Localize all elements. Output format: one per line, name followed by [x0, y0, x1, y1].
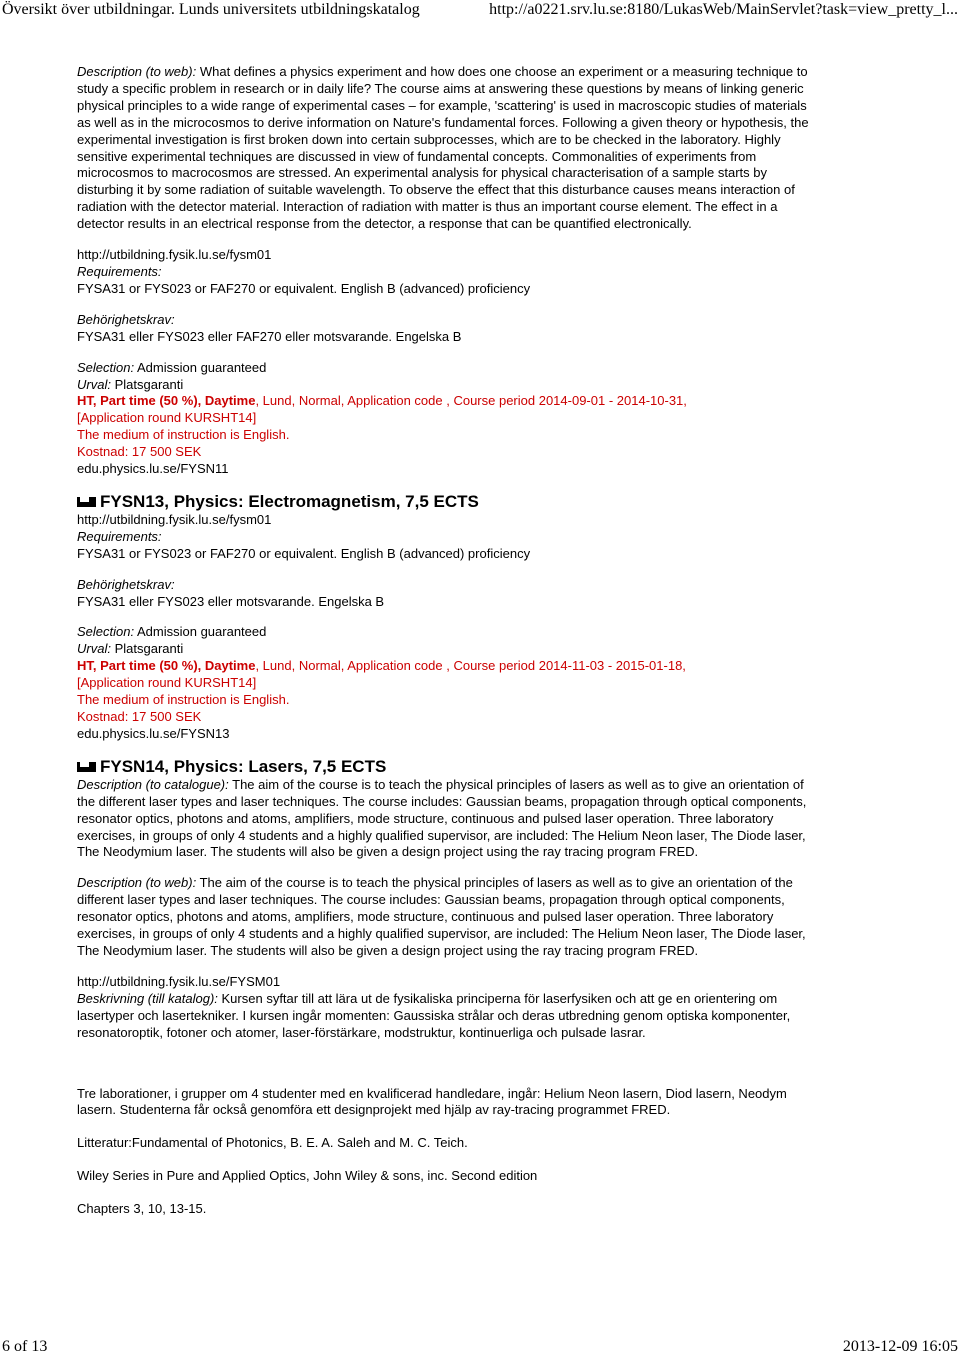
fysn13-req-label: Requirements: [77, 528, 162, 544]
fysn14-description-catalogue [77, 777, 822, 862]
fysn14-link[interactable]: http://utbildning.fysik.lu.se/FYSM01 [77, 973, 281, 989]
fysn11-beh-label: Behörighetskrav: [77, 311, 175, 327]
occasion-rest: , Lund, Normal, Application code , Course period 2014-11-03 - 2015-01-18, [255, 658, 686, 674]
fysn11-selection [77, 360, 822, 377]
desc-web-label: Description (to web): [77, 64, 197, 79]
fysn14-wiley: Wiley Series in Pure and Applied Optics, John Wiley & sons, inc. Second edition [77, 1168, 538, 1184]
fysn13-title: FYSN13, Physics: Electromagnetism, 7,5 ECTS [100, 491, 479, 511]
fysn11-medium: The medium of instruction is English. [77, 427, 290, 443]
fysn11-req-text: FYSA31 or FYS023 or FAF270 or equivalent. English B (advanced) proficiency [77, 280, 531, 296]
fysn14-tre-laborationer: Tre laborationer, i grupper om 4 studenter med en kvalificerad handledare, ingår: Helium Neon lasern, Diod lasern, Neodym lasern. Studenterna får också genomföra ett designprojekt med hjälp av ray-tracing programmet FRED. [77, 1085, 787, 1118]
fysn13-beh-label: Behörighetskrav: [77, 576, 175, 592]
fysn13-medium: The medium of instruction is English. [77, 692, 290, 708]
fysn11-urval [77, 377, 822, 394]
desc-web-text: The aim of the course is to teach the physical principles of lasers as well as to give an orientation of the different laser types and laser techniques. The course includes: Gaussian beams, propagation through optical components, resonator optics, photons and atoms, amplifiers, mode structure, continuous and pulsed laser operation. Three laboratory exercises, in groups of only 4 students and a highly qualified supervisor, are included: The Helium Neon laser, The Diode laser, The Neodymium laser. The students will also be given a design project using the ray tracing program FRED. [77, 875, 806, 958]
occasion-bold: HT, Part time (50 %), Daytime [77, 658, 256, 674]
fysn14-litteratur: Litteratur:Fundamental of Photonics, B. E. A. Saleh and M. C. Teich. [77, 1135, 468, 1151]
fysn13-occasion [77, 658, 822, 675]
urval-label: Urval: [77, 641, 111, 657]
fysn13-edu: edu.physics.lu.se/FYSN13 [77, 725, 230, 741]
besk-label: Beskrivning (till katalog): [77, 990, 218, 1006]
fysn14-beskrivning [77, 991, 822, 1042]
course-marker-icon [77, 497, 96, 507]
urval-text: Platsgaranti [114, 641, 184, 657]
desc-web-label: Description (to web): [77, 875, 197, 891]
fysn13-beh-text: FYSA31 eller FYS023 eller motsvarande. Engelska B [77, 593, 385, 609]
fysn11-description-web [77, 64, 822, 233]
fysn11-edu: edu.physics.lu.se/FYSN11 [77, 461, 229, 477]
fysn11-link[interactable]: http://utbildning.fysik.lu.se/fysm01 [77, 247, 272, 263]
urval-label: Urval: [77, 376, 111, 392]
header-url: http://a0221.srv.lu.se:8180/LukasWeb/MainServlet?task=view_pretty_l... [489, 1, 958, 18]
header-page-title: Översikt över utbildningar. Lunds universitets utbildningskatalog [2, 1, 420, 18]
fysn13-urval [77, 641, 822, 658]
fysn11-beh-text: FYSA31 eller FYS023 eller FAF270 eller motsvarande. Engelska B [77, 328, 462, 344]
sel-text: Admission guaranteed [137, 359, 267, 375]
fysn11-req-label: Requirements: [77, 263, 162, 279]
print-header [0, 0, 960, 22]
besk-text: Kursen syftar till att lära ut de fysikaliska principerna för laserfysiken och att ge en orientering om lasertyper och lasertekniker. I kursen ingår momenten: Gaussiska strålar och deras utbredning genom optiska komponenter, resonatoroptik, fotoner och atomer, laser-förstärkare, modstruktur, kontinuerliga och pulsade lasrar. [77, 990, 791, 1040]
sel-label: Selection: [77, 359, 135, 375]
fysn13-title-row [77, 492, 822, 512]
occasion-bold: HT, Part time (50 %), Daytime [77, 393, 256, 409]
course-content [77, 64, 822, 1218]
fysn14-title: FYSN14, Physics: Lasers, 7,5 ECTS [100, 756, 387, 776]
fysn11-round: [Application round KURSHT14] [77, 410, 257, 426]
fysn11-occasion [77, 393, 822, 410]
fysn14-chapters: Chapters 3, 10, 13-15. [77, 1201, 207, 1217]
fysn13-cost: Kostnad: 17 500 SEK [77, 709, 202, 724]
sel-text: Admission guaranteed [137, 624, 267, 640]
fysn13-req-text: FYSA31 or FYS023 or FAF270 or equivalent. English B (advanced) proficiency [77, 545, 531, 561]
desc-cat-label: Description (to catalogue): [77, 776, 229, 792]
desc-web-text: What defines a physics experiment and how does one choose an experiment or a measuring technique to study a specific problem in research or in daily life? The course aims at answering these questions by means of linking generic physical principles to a wide range of experimental cases – for example, 'scattering' is used in macroscopic studies of materials as well as in the microcosmos to derive information on Nature's fundamental forces. Following a given theory or hypothesis, the experimental investigation is first broken down into certain subprocesses, which are to be checked in the laboratory. Highly sensitive experimental techniques are discussed in view of fundamental concepts. Commonalities of experiments from microcosmos to macrocosmos are stressed. An experimental analysis for physical characterisation of a sample starts by disturbing it by some radiation of suitable wavelength. To observe the effect that this disturbance causes means interaction of radiation with the detector material. Interaction of radiation with matter is thus an important course element. The effect in a detector results in an electrical response from the detector, a response that can be quantified electronically. [77, 64, 809, 232]
fysn13-selection [77, 624, 822, 641]
course-marker-icon [77, 762, 96, 772]
desc-cat-text: The aim of the course is to teach the physical principles of lasers as well as to give an orientation of the different laser types and laser techniques. The course includes: Gaussian beams, propagation through optical components, resonator optics, photons and atoms, amplifiers, mode structure, continuous and pulsed laser operation. Three laboratory exercises, in groups of only 4 students and a highly qualified supervisor, are included: The Helium Neon laser, The Diode laser, The Neodymium laser. The students will also be given a design project using the ray tracing program FRED. [77, 776, 807, 860]
page-number: 6 of 13 [2, 1338, 48, 1355]
fysn13-link[interactable]: http://utbildning.fysik.lu.se/fysm01 [77, 511, 272, 527]
print-timestamp: 2013-12-09 16:05 [842, 1338, 958, 1355]
sel-label: Selection: [77, 624, 135, 640]
occasion-rest: , Lund, Normal, Application code , Course period 2014-09-01 - 2014-10-31, [255, 393, 687, 409]
urval-text: Platsgaranti [114, 376, 184, 392]
fysn14-title-row [77, 757, 822, 777]
fysn11-cost: Kostnad: 17 500 SEK [77, 444, 202, 460]
fysn14-description-web [77, 875, 822, 960]
fysn13-round: [Application round KURSHT14] [77, 675, 257, 691]
